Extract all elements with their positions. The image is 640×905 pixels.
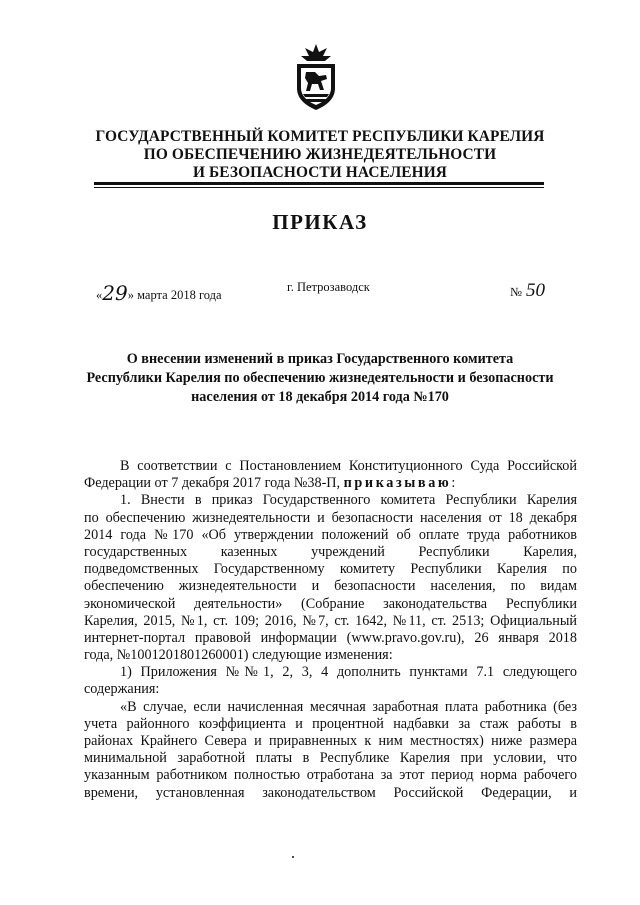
subject-line-3: населения от 18 декабря 2014 года №170: [191, 389, 449, 405]
number-label: №: [510, 285, 522, 299]
body-line: подведомственных Государственному комитету Республики Карелия по: [84, 561, 577, 578]
page-mark: [292, 856, 294, 858]
organization-line-2: ПО ОБЕСПЕЧЕНИЮ ЖИЗНЕДЕЯТЕЛЬНОСТИ: [143, 146, 497, 163]
organization-name: [80, 128, 560, 182]
body-line: интернет-портал правовой информации (www.pravo.gov.ru), 26 января 2018: [84, 629, 577, 646]
subject-line-2: Республики Карелия по обеспечению жизнедеятельности и безопасности: [86, 370, 554, 386]
body-line: «В случае, если начисленная месячная заработная плата работника (без: [120, 698, 577, 715]
body-line: районах Крайнего Севера и приравненных к ним местностях) ниже размера: [84, 733, 577, 749]
document-type-title: ПРИКАЗ: [272, 210, 368, 234]
date-open-quote: «: [96, 288, 103, 302]
body-line: 2014 года №170 «Об утверждении положений об оплате труда работников: [84, 526, 577, 543]
body-line: Карелия, 2015, №1, ст. 109; 2016, №7, ст. 1642, №11, ст. 2513; Официальный: [84, 612, 577, 629]
body-line: [84, 475, 577, 492]
body-line: времени, установленная законодательством Российской Федерации, и: [84, 784, 577, 801]
order-verb: приказываю: [343, 475, 452, 492]
body-line: по обеспечению жизнедеятельности и безопасности населения от 18 декабря: [84, 509, 577, 526]
body-line: В соответствии с Постановлением Конституционного Суда Российской: [120, 458, 577, 474]
document-subject: [80, 350, 560, 407]
body-line: года, №1001201801260001) следующие изменения:: [84, 647, 393, 664]
document-city: г. Петрозаводск: [287, 280, 370, 294]
body-text: Федерации от 7 декабря 2017 года №38-П,: [84, 475, 344, 492]
number-handwritten: 50: [525, 280, 545, 301]
date-month-year: » марта 2018 года: [127, 288, 222, 302]
subject-line-1: О внесении изменений в приказ Государственного комитета: [126, 351, 514, 367]
body-line: указанным работником полностью отработана за этот период норма рабочего: [84, 767, 577, 784]
body-line: 1) Приложения №№1, 2, 3, 4 дополнить пунктами 7.1 следующего: [120, 664, 577, 681]
document-number: [510, 280, 545, 302]
header-rule-thin: [94, 187, 544, 188]
document-body: [84, 458, 577, 802]
organization-line-3: И БЕЗОПАСНОСТИ НАСЕЛЕНИЯ: [193, 164, 447, 181]
header-rule-thick: [94, 182, 544, 185]
body-line: государственных казенных учреждений Республики Карелия,: [84, 543, 577, 560]
document-date: [96, 280, 222, 304]
organization-line-1: ГОСУДАРСТВЕННЫЙ КОМИТЕТ РЕСПУБЛИКИ КАРЕЛИЯ: [95, 128, 545, 145]
body-line: минимальной заработной платы в Республике Карелия при условии, что: [84, 750, 577, 767]
body-line: обеспечению жизнедеятельности и безопасности населения, по видам: [84, 578, 577, 595]
body-line: экономической деятельности» (Собрание законодательства Республики: [84, 595, 577, 612]
date-line: [0, 276, 640, 305]
date-day-handwritten: 29: [102, 281, 128, 305]
body-line: 1. Внести в приказ Государственного комитета Республики Карелия: [120, 492, 577, 509]
body-line: содержания:: [84, 681, 160, 698]
body-line: учета районного коэффициента и процентной надбавки за стаж работы в: [84, 715, 577, 732]
karelia-coat-of-arms-icon: [293, 44, 339, 110]
body-text: :: [451, 475, 456, 492]
